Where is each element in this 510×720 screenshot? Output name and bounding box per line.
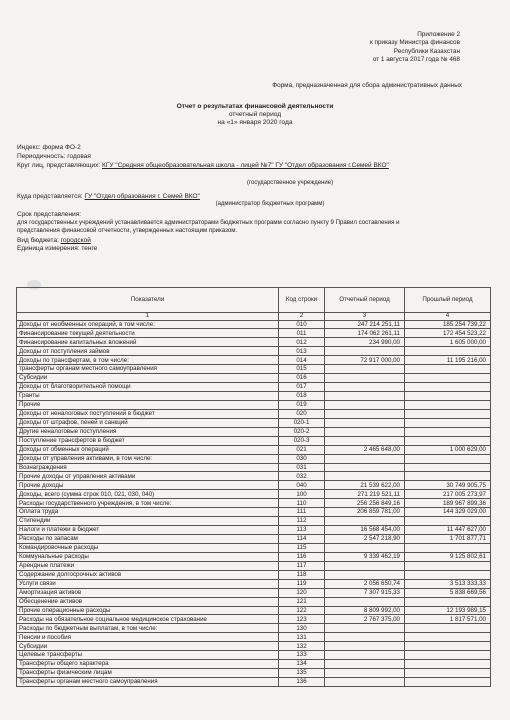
row-label: Налоги и платежи в бюджет bbox=[17, 526, 279, 535]
row-previous-value bbox=[405, 517, 491, 526]
row-code: 123 bbox=[279, 615, 325, 624]
row-previous-value bbox=[405, 570, 491, 579]
row-previous-value bbox=[405, 409, 491, 418]
row-label: Доходы от благотворительной помощи bbox=[17, 383, 279, 392]
row-previous-value: 12 193 989,15 bbox=[405, 606, 491, 615]
row-label: Прочие доходы bbox=[17, 481, 279, 490]
row-previous-value: 3 513 333,33 bbox=[405, 579, 491, 588]
appendix-line-3: Республики Казахстан bbox=[393, 47, 460, 55]
row-label: Трансферты органам местного самоуправления bbox=[17, 678, 279, 687]
index-cell: 4 bbox=[405, 313, 491, 321]
table-row bbox=[17, 543, 491, 552]
row-code: 040 bbox=[279, 481, 325, 490]
row-label: Амортизация активов bbox=[17, 588, 279, 597]
index-cell: 3 bbox=[325, 313, 405, 321]
row-previous-value bbox=[405, 633, 491, 642]
row-code: 112 bbox=[279, 517, 325, 526]
header-row-code: Код строки bbox=[279, 288, 325, 313]
table-row bbox=[17, 454, 491, 463]
row-previous-value bbox=[405, 660, 491, 669]
row-code: 014 bbox=[279, 356, 325, 365]
row-label: Расходы по запасам bbox=[17, 535, 279, 544]
row-current-value bbox=[325, 347, 405, 356]
row-code: 020-2 bbox=[279, 427, 325, 436]
index-cell: 1 bbox=[17, 313, 279, 321]
row-current-value: 7 307 915,33 bbox=[325, 588, 405, 597]
row-previous-value bbox=[405, 624, 491, 633]
row-previous-value: 30 749 905,75 bbox=[405, 481, 491, 490]
where-value: ГУ "Отдел образования г. Семей ВКО" bbox=[84, 193, 200, 200]
table-header-row bbox=[17, 288, 491, 313]
row-current-value bbox=[325, 669, 405, 678]
row-label: трансферты органам местного самоуправления bbox=[17, 365, 279, 374]
table-row bbox=[17, 517, 491, 526]
row-code: 116 bbox=[279, 552, 325, 561]
table-row bbox=[17, 669, 491, 678]
row-current-value: 247 214 251,11 bbox=[325, 320, 405, 329]
row-label: Арендные платежи bbox=[17, 561, 279, 570]
row-label: Доходы по трансфертам, в том числе: bbox=[17, 356, 279, 365]
row-current-value: 8 809 992,00 bbox=[325, 606, 405, 615]
row-label: Доходы, всего (сумма строк 010, 021, 030, 040) bbox=[17, 490, 279, 499]
table-row bbox=[17, 374, 491, 383]
form-index: Индекс: форма ФО-2 bbox=[17, 144, 81, 151]
row-label: Оплата труда bbox=[17, 508, 279, 517]
row-code: 135 bbox=[279, 669, 325, 678]
row-current-value bbox=[325, 597, 405, 606]
row-code: 017 bbox=[279, 383, 325, 392]
row-code: 013 bbox=[279, 347, 325, 356]
row-label: Вознаграждения bbox=[17, 463, 279, 472]
table-index-row bbox=[17, 313, 491, 321]
row-code: 021 bbox=[279, 445, 325, 454]
where-note: (администратор бюджетных программ) bbox=[215, 201, 325, 207]
row-label: Доходы от необменных операций, в том числе: bbox=[17, 320, 279, 329]
row-label: Расходы на обязательное социальное медицинское страхование bbox=[17, 615, 279, 624]
row-previous-value bbox=[405, 561, 491, 570]
row-previous-value: 1 000 629,00 bbox=[405, 445, 491, 454]
row-current-value bbox=[325, 436, 405, 445]
table-row bbox=[17, 633, 491, 642]
row-current-value bbox=[325, 427, 405, 436]
row-current-value bbox=[325, 454, 405, 463]
row-label: Доходы от обменных операций bbox=[17, 445, 279, 454]
row-previous-value: 1 701 877,71 bbox=[405, 535, 491, 544]
row-code: 011 bbox=[279, 329, 325, 338]
row-label: Другие неналоговые поступления bbox=[17, 427, 279, 436]
row-current-value bbox=[325, 383, 405, 392]
row-current-value bbox=[325, 374, 405, 383]
table-row bbox=[17, 365, 491, 374]
report-title-block bbox=[0, 103, 510, 128]
row-previous-value: 1 605 000,00 bbox=[405, 338, 491, 347]
appendix-block bbox=[370, 31, 460, 65]
budget-line bbox=[17, 237, 91, 245]
row-label: Финансирование текущей деятельности bbox=[17, 329, 279, 338]
row-previous-value bbox=[405, 678, 491, 687]
row-current-value bbox=[325, 561, 405, 570]
row-previous-value bbox=[405, 365, 491, 374]
row-current-value bbox=[325, 472, 405, 481]
row-label: Целевые трансферты bbox=[17, 651, 279, 660]
header-previous-period: Прошлый период bbox=[405, 288, 491, 313]
table-row bbox=[17, 678, 491, 687]
row-previous-value bbox=[405, 392, 491, 401]
deadline-text-2: представления финансовой отчетности, утвержденных настоящим приказом. bbox=[17, 227, 238, 234]
table-row bbox=[17, 427, 491, 436]
row-current-value: 234 990,00 bbox=[325, 338, 405, 347]
deadline-label: Срок представления: bbox=[17, 211, 82, 218]
row-label: Расходы государственного учреждения, в том числе: bbox=[17, 499, 279, 508]
row-previous-value: 1 817 571,00 bbox=[405, 615, 491, 624]
row-label: Командировочные расходы bbox=[17, 543, 279, 552]
header-current-period: Отчетный период bbox=[325, 288, 405, 313]
deadline-text-1: для государственных учреждений устанавливается администраторами бюджетных программ согласно пункту 9 Правил составления и bbox=[17, 219, 400, 226]
row-label: Финансирование капитальных вложений bbox=[17, 338, 279, 347]
row-previous-value bbox=[405, 597, 491, 606]
row-code: 010 bbox=[279, 320, 325, 329]
row-label: Коммунальные расходы bbox=[17, 552, 279, 561]
row-previous-value: 144 329 029,00 bbox=[405, 508, 491, 517]
row-previous-value: 217 005 273,97 bbox=[405, 490, 491, 499]
appendix-line-2: к приказу Министра финансов bbox=[369, 39, 460, 47]
row-label: Доходы от неналоговых поступлений в бюджет bbox=[17, 409, 279, 418]
row-previous-value bbox=[405, 400, 491, 409]
row-code: 016 bbox=[279, 374, 325, 383]
periodicity: Периодичность: годовая bbox=[17, 153, 91, 160]
row-previous-value bbox=[405, 383, 491, 392]
row-label: Содержание долгосрочных активов bbox=[17, 570, 279, 579]
table-row bbox=[17, 660, 491, 669]
row-label: Прочие bbox=[17, 400, 279, 409]
table-row bbox=[17, 642, 491, 651]
row-code: 031 bbox=[279, 463, 325, 472]
row-previous-value bbox=[405, 347, 491, 356]
table-row bbox=[17, 606, 491, 615]
row-code: 020 bbox=[279, 409, 325, 418]
row-label: Трансферты физическим лицам bbox=[17, 669, 279, 678]
table-row bbox=[17, 445, 491, 454]
table-row bbox=[17, 552, 491, 561]
row-previous-value bbox=[405, 436, 491, 445]
table-row bbox=[17, 535, 491, 544]
row-label: Субсидии bbox=[17, 374, 279, 383]
row-label: Гранты bbox=[17, 392, 279, 401]
circle-line bbox=[17, 162, 389, 170]
row-current-value bbox=[325, 517, 405, 526]
row-current-value: 2 465 648,00 bbox=[325, 445, 405, 454]
row-code: 130 bbox=[279, 624, 325, 633]
table-row bbox=[17, 418, 491, 427]
row-label: Услуги связи bbox=[17, 579, 279, 588]
row-code: 117 bbox=[279, 561, 325, 570]
row-current-value: 16 568 454,00 bbox=[325, 526, 405, 535]
table-row bbox=[17, 463, 491, 472]
report-period: на «1» января 2020 года bbox=[217, 119, 293, 127]
table-row bbox=[17, 579, 491, 588]
table-row bbox=[17, 508, 491, 517]
row-code: 136 bbox=[279, 678, 325, 687]
row-previous-value: 11 195 216,00 bbox=[405, 356, 491, 365]
appendix-line-4: от 1 августа 2017 года № 468 bbox=[372, 56, 460, 64]
row-label: Прочие операционные расходы bbox=[17, 606, 279, 615]
table-row bbox=[17, 320, 491, 329]
table-row bbox=[17, 481, 491, 490]
row-code: 121 bbox=[279, 597, 325, 606]
table-row bbox=[17, 338, 491, 347]
row-label: Трансферты общего характера bbox=[17, 660, 279, 669]
row-code: 120 bbox=[279, 588, 325, 597]
row-previous-value bbox=[405, 642, 491, 651]
row-previous-value: 185 254 739,22 bbox=[405, 320, 491, 329]
row-current-value bbox=[325, 660, 405, 669]
row-previous-value bbox=[405, 543, 491, 552]
row-previous-value: 5 838 669,56 bbox=[405, 588, 491, 597]
table-row bbox=[17, 383, 491, 392]
row-label: Прочие доходы от управления активами bbox=[17, 472, 279, 481]
where-line bbox=[17, 193, 200, 201]
circle-note: (государственное учреждение) bbox=[246, 180, 334, 186]
circle-value: КГУ "Средняя общеобразовательная школа - лицей №7" ГУ "Отдел образования г.Семей ВКО" bbox=[102, 162, 389, 169]
table-row bbox=[17, 615, 491, 624]
row-previous-value: 11 447 627,00 bbox=[405, 526, 491, 535]
row-label: Доходы от поступления займов bbox=[17, 347, 279, 356]
row-current-value bbox=[325, 642, 405, 651]
row-label: Расходы по бюджетным выплатам, в том числе: bbox=[17, 624, 279, 633]
row-previous-value: 189 967 899,36 bbox=[405, 499, 491, 508]
table-row bbox=[17, 392, 491, 401]
row-label: Субсидии bbox=[17, 642, 279, 651]
row-code: 111 bbox=[279, 508, 325, 517]
where-label: Куда представляется: bbox=[17, 193, 83, 200]
table-row bbox=[17, 570, 491, 579]
row-code: 118 bbox=[279, 570, 325, 579]
row-previous-value: 9 125 802,61 bbox=[405, 552, 491, 561]
circle-label: Круг лиц, представляющих: bbox=[17, 162, 101, 169]
row-previous-value bbox=[405, 418, 491, 427]
row-label: Стипендии bbox=[17, 517, 279, 526]
row-current-value: 2 767 375,00 bbox=[325, 615, 405, 624]
index-cell: 2 bbox=[279, 313, 325, 321]
row-current-value bbox=[325, 570, 405, 579]
row-previous-value bbox=[405, 463, 491, 472]
row-current-value bbox=[325, 392, 405, 401]
row-code: 012 bbox=[279, 338, 325, 347]
budget-label: Вид бюджета: bbox=[17, 237, 59, 244]
row-previous-value bbox=[405, 374, 491, 383]
row-label: Пенсии и пособия bbox=[17, 633, 279, 642]
row-current-value: 2 056 650,74 bbox=[325, 579, 405, 588]
unit-of-measure: Единица измерения: тенге bbox=[17, 245, 98, 252]
row-code: 110 bbox=[279, 499, 325, 508]
financial-results-table bbox=[16, 287, 491, 687]
row-label: Доходы от штрафов, пеней и санкций bbox=[17, 418, 279, 427]
table-row bbox=[17, 329, 491, 338]
row-current-value bbox=[325, 678, 405, 687]
row-code: 100 bbox=[279, 490, 325, 499]
table-row bbox=[17, 651, 491, 660]
row-code: 134 bbox=[279, 660, 325, 669]
row-code: 019 bbox=[279, 400, 325, 409]
header-indicators: Показатели bbox=[17, 288, 279, 313]
table-row bbox=[17, 472, 491, 481]
row-current-value bbox=[325, 463, 405, 472]
row-code: 115 bbox=[279, 543, 325, 552]
row-previous-value: 172 454 523,22 bbox=[405, 329, 491, 338]
row-current-value bbox=[325, 365, 405, 374]
row-label: Поступление трансфертов в бюджет bbox=[17, 436, 279, 445]
row-current-value bbox=[325, 409, 405, 418]
row-code: 131 bbox=[279, 633, 325, 642]
table-row bbox=[17, 624, 491, 633]
table-row bbox=[17, 436, 491, 445]
row-current-value: 2 547 218,90 bbox=[325, 535, 405, 544]
row-previous-value bbox=[405, 454, 491, 463]
row-code: 032 bbox=[279, 472, 325, 481]
table-row bbox=[17, 588, 491, 597]
row-code: 114 bbox=[279, 535, 325, 544]
report-period-label: отчетный период bbox=[228, 111, 282, 119]
budget-value: городской bbox=[60, 237, 91, 244]
row-current-value bbox=[325, 651, 405, 660]
table-row bbox=[17, 526, 491, 535]
table-row bbox=[17, 561, 491, 570]
row-current-value bbox=[325, 624, 405, 633]
row-current-value: 206 859 781,00 bbox=[325, 508, 405, 517]
row-previous-value bbox=[405, 427, 491, 436]
report-title: Отчет о результатах финансовой деятельности bbox=[176, 103, 334, 110]
row-code: 113 bbox=[279, 526, 325, 535]
row-label: Обесценение активов bbox=[17, 597, 279, 606]
row-current-value bbox=[325, 543, 405, 552]
row-current-value: 9 339 462,19 bbox=[325, 552, 405, 561]
table-row bbox=[17, 597, 491, 606]
row-code: 122 bbox=[279, 606, 325, 615]
table-row bbox=[17, 409, 491, 418]
table-row bbox=[17, 490, 491, 499]
row-current-value: 174 062 261,11 bbox=[325, 329, 405, 338]
row-current-value: 21 539 622,00 bbox=[325, 481, 405, 490]
row-code: 133 bbox=[279, 651, 325, 660]
row-current-value bbox=[325, 400, 405, 409]
row-previous-value bbox=[405, 651, 491, 660]
appendix-line-1: Приложение 2 bbox=[417, 31, 460, 38]
row-current-value: 271 219 521,11 bbox=[325, 490, 405, 499]
table-row bbox=[17, 499, 491, 508]
row-code: 020-3 bbox=[279, 436, 325, 445]
row-previous-value bbox=[405, 669, 491, 678]
row-current-value: 72 917 000,00 bbox=[325, 356, 405, 365]
row-code: 119 bbox=[279, 579, 325, 588]
row-code: 015 bbox=[279, 365, 325, 374]
row-current-value bbox=[325, 418, 405, 427]
table-row bbox=[17, 400, 491, 409]
form-note: Форма, предназначенная для сбора административных данных bbox=[272, 82, 462, 89]
row-code: 020-1 bbox=[279, 418, 325, 427]
table-row bbox=[17, 347, 491, 356]
row-current-value bbox=[325, 633, 405, 642]
row-label: Доходы от управления активами, в том числе: bbox=[17, 454, 279, 463]
row-code: 018 bbox=[279, 392, 325, 401]
row-code: 132 bbox=[279, 642, 325, 651]
row-current-value: 256 256 849,16 bbox=[325, 499, 405, 508]
row-code: 030 bbox=[279, 454, 325, 463]
row-previous-value bbox=[405, 472, 491, 481]
table-row bbox=[17, 356, 491, 365]
